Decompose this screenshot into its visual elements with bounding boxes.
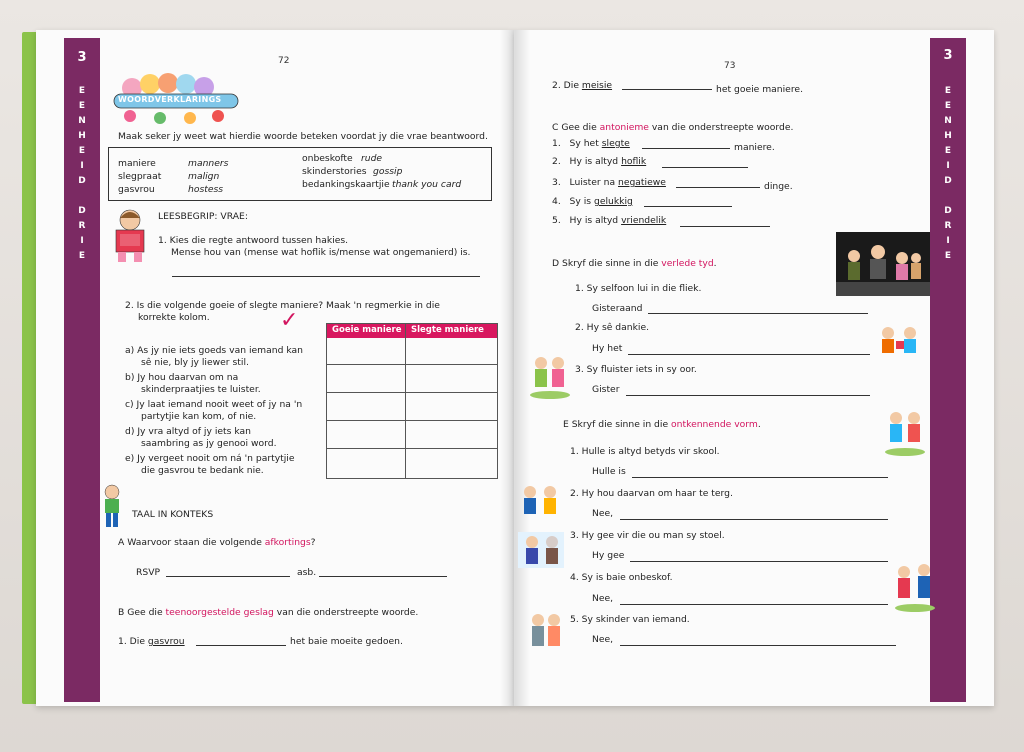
answer-line-e1[interactable] <box>632 477 888 478</box>
intro-text: Maak seker jy weet wat hierdie woorde beteken voordat jy die vrae beantwoord. <box>118 131 488 142</box>
unit-label-letter: E <box>78 86 86 96</box>
answer-line-d1[interactable] <box>648 313 868 314</box>
vocab-af-5: skinderstories <box>302 166 367 177</box>
vocab-en-3: hostess <box>188 184 224 195</box>
vocab-af-2: slegpraat <box>118 171 162 182</box>
cinema-illustration <box>836 232 930 296</box>
section-d-instruction: D Skryf die sinne in die verlede tyd. <box>552 258 717 269</box>
answer-line-c4[interactable] <box>644 206 732 207</box>
reading-girl-illustration <box>108 208 152 266</box>
item-c-line1: c) Jy laat iemand nooit weet of jy na 'n <box>125 399 303 410</box>
answer-line-d3[interactable] <box>626 395 870 396</box>
header-good-manners: Goeie maniere <box>332 325 402 335</box>
unit-label-letter: D <box>78 206 86 216</box>
e3-question: 3. Hy gee vir die ou man sy stoel. <box>570 530 725 541</box>
b2-sentence-start: 2. Die meisie <box>552 80 613 91</box>
unit-label-letter: E <box>78 146 86 156</box>
unit-label-letter: I <box>946 161 950 171</box>
answer-line-e2[interactable] <box>620 519 888 520</box>
vocab-af-3: gasvrou <box>118 184 155 195</box>
unit-number: 3 <box>77 50 87 65</box>
answer-line-q1[interactable] <box>172 276 480 277</box>
table-column-divider <box>405 324 406 478</box>
item-b-line2: skinderpraatjies te luister. <box>141 384 261 395</box>
vocab-en-1: manners <box>188 158 229 169</box>
unit-label-letter: D <box>78 176 86 186</box>
c1-sentence-end: maniere. <box>734 142 775 153</box>
c3-sentence: 3. Luister na negatiewe <box>552 177 666 188</box>
teasing-kids-illustration <box>518 484 564 524</box>
unit-label-vertical <box>930 84 966 264</box>
e5-answer-start: Nee, <box>592 634 614 645</box>
answer-line-e5[interactable] <box>620 645 896 646</box>
rsvp-label: RSVP <box>136 567 161 578</box>
item-a-line2: sê nie, bly jy liewer stil. <box>141 357 249 368</box>
e1-question: 1. Hulle is altyd betyds vir skool. <box>570 446 720 457</box>
table-row-divider <box>327 448 497 449</box>
answer-line-c5[interactable] <box>680 226 770 227</box>
answer-line-asb[interactable] <box>319 576 447 577</box>
unit-label-letter: E <box>78 101 86 111</box>
thanks-kids-illustration <box>876 325 924 365</box>
section-b-instruction: B Gee die teenoorgestelde geslag van die onderstreepte woorde. <box>118 607 419 618</box>
unit-label-letter: E <box>944 146 952 156</box>
e2-question: 2. Hy hou daarvan om haar te terg. <box>570 488 733 499</box>
d2-question: 2. Hy sê dankie. <box>575 322 650 333</box>
unit-label-letter: R <box>78 221 86 231</box>
item-b-line1: b) Jy hou daarvan om na <box>125 372 239 383</box>
e5-question: 5. Sy skinder van iemand. <box>570 614 690 625</box>
section-c-instruction: C Gee die antonieme van die onderstreepte woorde. <box>552 122 794 133</box>
header-bad-manners: Slegte maniere <box>411 325 484 335</box>
answer-line-c1[interactable] <box>642 148 730 149</box>
manners-table <box>326 323 498 479</box>
answer-line-c3[interactable] <box>676 187 760 188</box>
taal-in-konteks-heading: TAAL IN KONTEKS <box>132 509 214 520</box>
e4-answer-start: Nee, <box>592 593 614 604</box>
unit-label-letter: E <box>78 251 86 261</box>
logo-title: WOORDVERKLARINGS <box>118 95 222 104</box>
gossip-kids-illustration <box>526 612 566 654</box>
vocab-af-6: bedankingskaartjie <box>302 179 390 190</box>
question-2: 2. Is die volgende goeie of slegte maniere? Maak 'n regmerkie in die <box>125 300 440 311</box>
item-c-line2: partytjie kan kom, of nie. <box>141 411 257 422</box>
bus-seat-illustration <box>518 528 564 570</box>
e2-answer-start: Nee, <box>592 508 614 519</box>
section-e-instruction: E Skryf die sinne in die ontkennende vorm. <box>563 419 761 430</box>
d3-question: 3. Sy fluister iets in sy oor. <box>575 364 697 375</box>
vocab-af-1: maniere <box>118 158 156 169</box>
unit-label-letter: H <box>944 131 952 141</box>
b1-sentence-start: 1. Die gasvrou <box>118 636 185 647</box>
item-d-line2: saambring as jy genooi word. <box>141 438 277 449</box>
c5-sentence: 5. Hy is altyd vriendelik <box>552 215 667 226</box>
vocab-en-4: rude <box>361 153 383 164</box>
question-2-line2: korrekte kolom. <box>138 312 210 323</box>
unit-label-letter: N <box>78 116 86 126</box>
b1-sentence-end: het baie moeite gedoen. <box>290 636 403 647</box>
item-e-line2: die gasvrou te bedank nie. <box>141 465 264 476</box>
table-header <box>327 324 497 338</box>
unit-label-letter: E <box>944 86 952 96</box>
unit-label-letter: N <box>944 116 952 126</box>
unit-label-letter: I <box>946 236 950 246</box>
c4-sentence: 4. Sy is gelukkig <box>552 196 633 207</box>
unit-label-letter: D <box>944 206 952 216</box>
table-row-divider <box>327 392 497 393</box>
unit-label-letter: D <box>944 176 952 186</box>
answer-line-c2[interactable] <box>662 167 748 168</box>
whisper-kids-illustration <box>528 355 572 401</box>
question-1-sentence: Mense hou van (mense wat hoflik is/mense wat ongemanierd) is. <box>171 247 471 258</box>
d2-answer-start: Hy het <box>592 343 623 354</box>
unit-label-letter: E <box>944 251 952 261</box>
book-spine <box>500 30 530 706</box>
leesbegrip-heading: LEESBEGRIP: VRAE: <box>158 211 248 222</box>
boy-illustration <box>97 484 127 532</box>
vocab-af-4: onbeskofte <box>302 153 353 164</box>
section-a-instruction: A Waarvoor staan die volgende afkortings? <box>118 537 316 548</box>
unit-label-letter: H <box>78 131 86 141</box>
asb-label: asb. <box>297 567 317 578</box>
vocab-en-2: malign <box>188 171 220 182</box>
unit-label-letter <box>64 189 100 204</box>
d1-answer-start: Gisteraand <box>592 303 643 314</box>
e4-question: 4. Sy is baie onbeskof. <box>570 572 673 583</box>
vocab-en-6: thank you card <box>392 179 462 190</box>
answer-line-b2[interactable] <box>622 89 712 90</box>
answer-line-b1[interactable] <box>196 645 286 646</box>
school-kids-illustration <box>882 408 928 458</box>
c2-sentence: 2. Hy is altyd hoflik <box>552 156 647 167</box>
table-row-divider <box>327 420 497 421</box>
unit-label-letter: R <box>944 221 952 231</box>
vocabulary-box <box>108 147 492 201</box>
rude-kids-illustration <box>892 562 938 614</box>
answer-line-d2[interactable] <box>628 354 870 355</box>
page-number: 73 <box>724 61 736 71</box>
unit-label-letter: E <box>944 101 952 111</box>
d1-question: 1. Sy selfoon lui in die fliek. <box>575 283 702 294</box>
answer-line-rsvp[interactable] <box>166 576 290 577</box>
answer-line-e3[interactable] <box>630 561 888 562</box>
unit-label-vertical <box>64 84 100 264</box>
d3-answer-start: Gister <box>592 384 620 395</box>
unit-label-letter <box>930 189 966 204</box>
question-1: 1. Kies die regte antwoord tussen hakies. <box>158 235 349 246</box>
unit-label-letter: I <box>80 236 84 246</box>
b2-sentence-end: het goeie maniere. <box>716 84 803 95</box>
unit-number: 3 <box>943 48 953 63</box>
item-d-line1: d) Jy vra altyd of jy iets kan <box>125 426 251 437</box>
e3-answer-start: Hy gee <box>592 550 625 561</box>
c1-sentence: 1. Sy het slegte <box>552 138 630 149</box>
unit-label-letter: I <box>80 161 84 171</box>
answer-line-e4[interactable] <box>620 604 888 605</box>
page-number: 72 <box>278 56 290 66</box>
checkmark-icon: ✓ <box>280 308 299 333</box>
vocab-en-5: gossip <box>373 166 403 177</box>
c3-sentence-end: dinge. <box>764 181 793 192</box>
unit-band-left <box>64 38 100 702</box>
item-e-line1: e) Jy vergeet nooit om ná 'n partytjie <box>125 453 295 464</box>
e1-answer-start: Hulle is <box>592 466 626 477</box>
item-a-line1: a) As jy nie iets goeds van iemand kan <box>125 345 303 356</box>
table-row-divider <box>327 364 497 365</box>
